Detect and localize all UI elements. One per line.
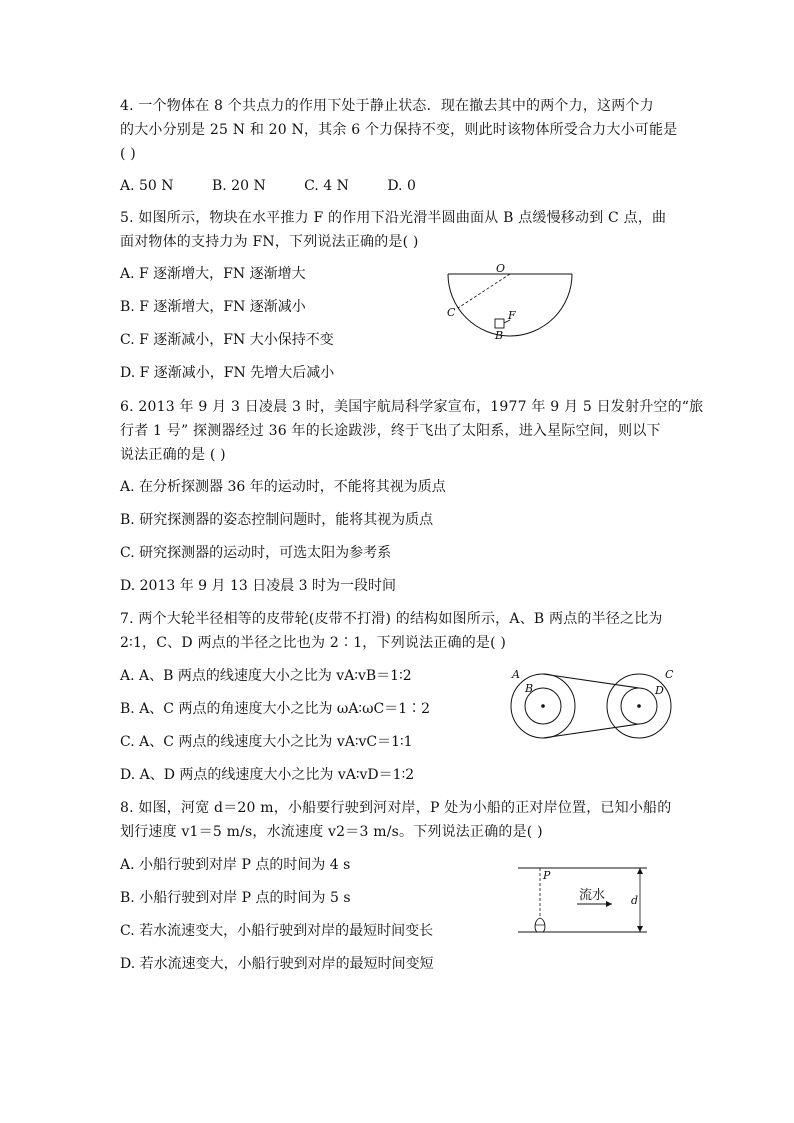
q7-label-b: B	[525, 682, 534, 695]
q8-width-arrow-bottom	[637, 926, 643, 932]
q8-option-c[interactable]: C. 若水流速变大，小船行驶到对岸的最短时间变长	[120, 923, 434, 939]
q5-label-c: C	[447, 306, 456, 319]
q6-line-1: 6. 2013 年 9 月 3 日凌晨 3 时，美国宇航局科学家宣布，1977 年 9 月 5 日发射升空的“旅	[120, 399, 704, 415]
q5-line-1: 5. 如图所示，物块在水平推力 F 的作用下沿光滑半圆曲面从 B 点缓慢移动到 C 点，曲	[120, 210, 667, 226]
q7-belt-top	[543, 674, 639, 688]
q7-line-1: 7. 两个大轮半径相等的皮带轮(皮带不打滑) 的结构如图所示，A、B 两点的半径之比为	[120, 611, 663, 627]
q5-label-b: B	[495, 329, 504, 342]
q5-line-2: 面对物体的支持力为 FN，下列说法正确的是( )	[120, 234, 419, 250]
q5-option-b[interactable]: B. F 逐渐增大，FN 逐渐减小	[120, 299, 306, 315]
q4-line-3: ( )	[120, 146, 136, 162]
q8-option-a[interactable]: A. 小船行驶到对岸 P 点的时间为 4 s	[120, 857, 351, 873]
q5-label-f: F	[508, 309, 516, 322]
q4-line-2: 的大小分别是 25 N 和 20 N，其余 6 个力保持不变，则此时该物体所受合力大小可能是	[120, 122, 678, 138]
q7-line-2: 2∶1，C、D 两点的半径之比也为 2∶1，下列说法正确的是( )	[120, 635, 507, 651]
q7-right-axle	[637, 704, 641, 708]
q6-line-2: 行者 1 号” 探测器经过 36 年的长途跋涉，终于飞出了太阳系，进入星际空间，则以下	[120, 423, 661, 439]
q7-option-a[interactable]: A. A、B 两点的线速度大小之比为 vA∶vB＝1∶2	[120, 668, 412, 684]
q7-label-d: D	[655, 684, 664, 697]
q4-option-c[interactable]: C. 4 N	[304, 178, 349, 194]
q7-option-b[interactable]: B. A、C 两点的角速度大小之比为 ωA∶ωC＝1∶2	[120, 701, 431, 717]
q7-option-d[interactable]: D. A、D 两点的线速度大小之比为 vA∶vD＝1∶2	[120, 767, 415, 783]
q6-option-a[interactable]: A. 在分析探测器 36 年的运动时，不能将其视为质点	[120, 479, 446, 495]
q8-width-arrow-top	[637, 868, 643, 874]
q4-line-1: 4. 一个物体在 8 个共点力的作用下处于静止状态．现在撤去其中的两个力，这两个力	[120, 98, 654, 114]
q7-option-c[interactable]: C. A、C 两点的线速度大小之比为 vA∶vC＝1∶1	[120, 734, 413, 750]
q6-option-b[interactable]: B. 研究探测器的姿态控制问题时，能将其视为质点	[120, 512, 434, 528]
q8-option-d[interactable]: D. 若水流速变大，小船行驶到对岸的最短时间变短	[120, 956, 434, 972]
q5-option-a[interactable]: A. F 逐渐增大，FN 逐渐增大	[120, 266, 306, 282]
q7-pulley-figure	[505, 664, 685, 754]
q6-option-d[interactable]: D. 2013 年 9 月 13 日凌晨 3 时为一段时间	[120, 578, 397, 594]
q5-radius-line	[458, 274, 510, 308]
q8-line-2: 划行速度 v1＝5 m/s，水流速度 v2＝3 m/s。下列说法正确的是( )	[120, 824, 543, 840]
q8-label-d: d	[631, 894, 639, 907]
q5-option-c[interactable]: C. F 逐渐减小，FN 大小保持不变	[120, 332, 334, 348]
q4-option-a[interactable]: A. 50 N	[120, 178, 174, 194]
q5-semicircle-arc	[448, 274, 572, 336]
q6-line-3: 说法正确的是 ( )	[120, 447, 226, 463]
q7-left-axle	[541, 704, 545, 708]
q8-label-flow: 流水	[579, 888, 606, 903]
q8-option-b[interactable]: B. 小船行驶到对岸 P 点的时间为 5 s	[120, 890, 351, 906]
q7-label-c: C	[665, 668, 674, 681]
q5-block	[495, 319, 504, 328]
q6-option-c[interactable]: C. 研究探测器的运动时，可选太阳为参考系	[120, 545, 392, 561]
q7-belt-bottom	[543, 724, 639, 738]
q7-label-a: A	[512, 668, 520, 681]
q8-line-1: 8. 如图，河宽 d＝20 m，小船要行驶到河对岸，P 处为小船的正对岸位置，已知小船的	[120, 800, 672, 816]
q5-option-d[interactable]: D. F 逐渐减小，FN 先增大后减小	[120, 365, 335, 381]
q5-semicircle-figure	[440, 262, 580, 342]
q4-options	[120, 176, 450, 196]
q8-flow-arrow-head	[606, 901, 612, 907]
q8-label-p: P	[543, 869, 551, 882]
q8-river-figure	[515, 862, 655, 938]
q4-option-b[interactable]: B. 20 N	[211, 178, 266, 194]
q5-label-o: O	[496, 262, 506, 275]
q4-option-d[interactable]: D. 0	[387, 178, 416, 194]
